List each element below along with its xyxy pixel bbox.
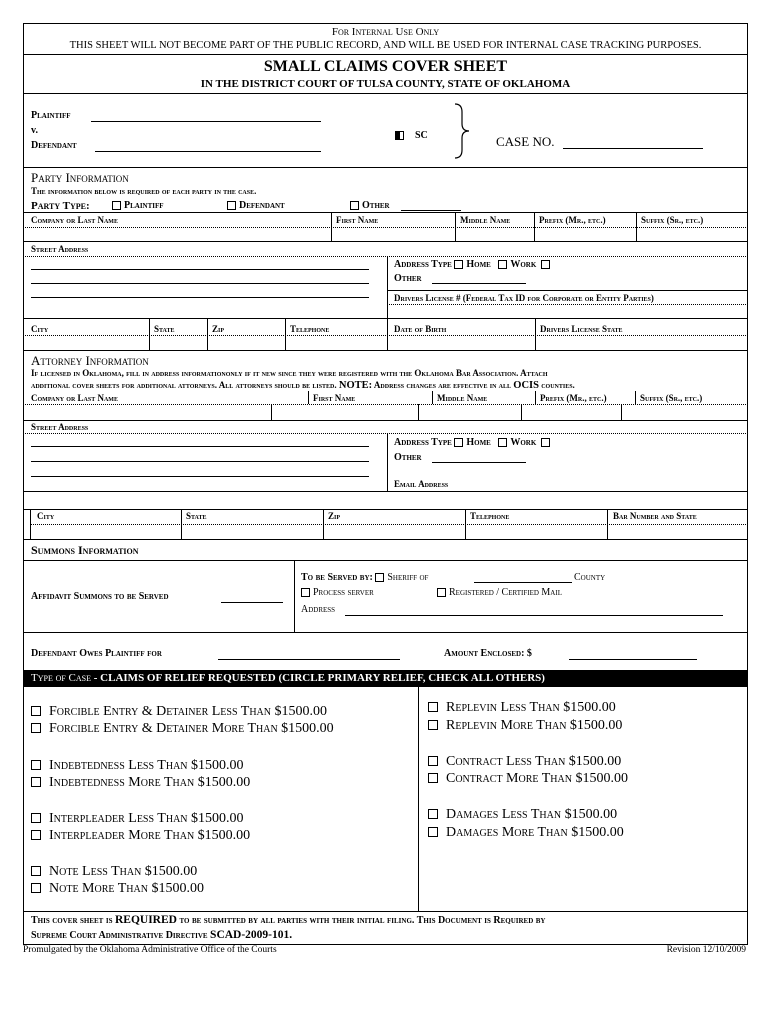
case-type-right-2[interactable]: Contract Less Than $1500.00: [428, 754, 621, 770]
defendant-label: Defendant: [31, 140, 77, 151]
party-other-field[interactable]: [401, 210, 461, 211]
case-type-left-7-checkbox[interactable]: [31, 883, 41, 893]
attorney-state-label: State: [186, 511, 207, 521]
attorney-suffix-label: Suffix (Sr., etc.): [640, 393, 703, 403]
case-type-right-4-checkbox[interactable]: [428, 809, 438, 819]
summons-address-label: Address: [301, 604, 336, 615]
affidavit-label: Affidavit Summons to be Served: [31, 591, 169, 602]
attorney-street-line-3[interactable]: [31, 476, 369, 477]
attorney-city-label: City: [37, 511, 55, 521]
footer-line-2: Supreme Court Administrative Directive SCAD-2009-101.: [31, 929, 293, 941]
footer-line-1: This cover sheet is REQUIRED to be submitted by all parties with their initial filing. This Document is Required by: [31, 914, 546, 926]
case-type-left-6-checkbox[interactable]: [31, 866, 41, 876]
page-title: SMALL CLAIMS COVER SHEET: [263, 58, 508, 75]
case-type-right-1-checkbox[interactable]: [428, 720, 438, 730]
case-type-left-5-checkbox[interactable]: [31, 830, 41, 840]
process-server-checkbox[interactable]: [301, 588, 310, 597]
attorney-address-other-label: Other: [394, 452, 422, 463]
attorney-work-checkbox[interactable]: [498, 438, 507, 447]
court-name: IN THE DISTRICT COURT OF TULSA COUNTY, STATE OF OKLAHOMA: [200, 78, 571, 90]
party-type-plaintiff[interactable]: Plaintiff: [112, 200, 164, 211]
affidavit-field[interactable]: [221, 602, 283, 603]
party-suffix-label: Suffix (Sr., etc.): [641, 215, 704, 225]
other-checkbox[interactable]: [350, 201, 359, 210]
defendant-checkbox[interactable]: [227, 201, 236, 210]
attorney-first-label: First Name: [313, 393, 356, 403]
versus-label: v.: [31, 125, 38, 136]
party-work-checkbox[interactable]: [498, 260, 507, 269]
party-street-line-2[interactable]: [31, 283, 369, 284]
attorney-street-line-1[interactable]: [31, 446, 369, 447]
attorney-street-label: Street Address: [31, 422, 89, 432]
party-middle-label: Middle Name: [460, 215, 511, 225]
form-frame: [23, 23, 748, 945]
sc-label: SC: [415, 130, 428, 141]
attorney-prefix-label: Prefix (Mr., etc.): [540, 393, 607, 403]
party-type-label: Party Type:: [31, 200, 90, 212]
party-address-other-checkbox[interactable]: [541, 260, 550, 269]
case-type-left-2-checkbox[interactable]: [31, 760, 41, 770]
party-dob-label: Date of Birth: [394, 324, 447, 334]
party-address-type: Address Type Home Work: [394, 259, 553, 270]
case-type-bar: [23, 670, 748, 687]
plaintiff-label: Plaintiff: [31, 110, 71, 121]
sheriff-county-field[interactable]: [474, 582, 572, 583]
summons-address-field[interactable]: [345, 615, 723, 616]
case-type-right-3[interactable]: Contract More Than $1500.00: [428, 771, 628, 787]
promulgated-note: Promulgated by the Oklahoma Administrative Office of the Courts: [23, 945, 277, 955]
party-street-label: Street Address: [31, 244, 89, 254]
plaintiff-field[interactable]: [91, 121, 321, 122]
owes-field[interactable]: [218, 659, 400, 660]
attorney-note-line-1: If licensed in Oklahoma, fill in address informationonly if it new since they were registered with the Oklahoma Bar Association. Attach: [31, 368, 548, 378]
county-label: County: [574, 572, 606, 583]
case-type-left-4-checkbox[interactable]: [31, 813, 41, 823]
case-type-left-4[interactable]: Interpleader Less Than $1500.00: [31, 811, 244, 827]
attorney-bar-label: Bar Number and State: [613, 511, 697, 521]
plaintiff-checkbox[interactable]: [112, 201, 121, 210]
party-heading: Party Information: [31, 170, 129, 185]
party-zip-label: Zip: [212, 324, 225, 334]
attorney-address-type: Address Type Home Work: [394, 437, 553, 448]
internal-use-notice: THIS SHEET WILL NOT BECOME PART OF THE PUBLIC RECORD, AND WILL BE USED FOR INTERNAL CASE TRACKING PURPOSES.: [69, 40, 702, 51]
case-type-right-3-checkbox[interactable]: [428, 773, 438, 783]
party-type-defendant[interactable]: Defendant: [227, 200, 285, 211]
party-company-label: Company or Last Name: [31, 215, 118, 225]
registered-mail-option[interactable]: Registered / Certified Mail: [437, 587, 562, 598]
attorney-street-line-2[interactable]: [31, 461, 369, 462]
internal-use-label: For Internal Use Only: [331, 26, 440, 38]
attorney-home-checkbox[interactable]: [454, 438, 463, 447]
attorney-address-other-checkbox[interactable]: [541, 438, 550, 447]
case-type-left-1-checkbox[interactable]: [31, 723, 41, 733]
case-type-left-2[interactable]: Indebtedness Less Than $1500.00: [31, 758, 244, 774]
defendant-field[interactable]: [95, 151, 321, 152]
attorney-note-line-2: additional cover sheets for additional attorneys. All attorneys should be listed. NOTE: Address changes are effective in all OCIS counties.: [31, 380, 575, 391]
brace-icon: [452, 102, 474, 160]
served-by-row: To be Served by: Sheriff of: [301, 572, 429, 583]
attorney-heading: Attorney Information: [31, 353, 149, 368]
process-server-option[interactable]: Process server: [301, 587, 374, 598]
case-type-left-6[interactable]: Note Less Than $1500.00: [31, 864, 197, 880]
case-no-label: CASE NO.: [496, 134, 555, 149]
attorney-address-other-field[interactable]: [432, 462, 526, 463]
attorney-company-label: Company or Last Name: [31, 393, 118, 403]
party-first-label: First Name: [336, 215, 379, 225]
attorney-telephone-label: Telephone: [470, 511, 510, 521]
case-type-right-0[interactable]: Replevin Less Than $1500.00: [428, 700, 616, 716]
attorney-zip-label: Zip: [328, 511, 341, 521]
party-address-other-label: Other: [394, 273, 422, 284]
amount-field[interactable]: [569, 659, 697, 660]
party-telephone-label: Telephone: [290, 324, 330, 334]
attorney-middle-label: Middle Name: [437, 393, 488, 403]
party-address-other-field[interactable]: [432, 283, 526, 284]
summons-heading: Summons Information: [31, 543, 139, 557]
party-dl-state-label: Drivers License State: [540, 324, 623, 334]
case-type-bar-label: Type of Case - CLAIMS OF RELIEF REQUESTED (CIRCLE PRIMARY RELIEF, CHECK ALL OTHERS): [31, 672, 545, 684]
owes-label: Defendant Owes Plaintiff for: [31, 648, 162, 659]
case-type-left-0-checkbox[interactable]: [31, 706, 41, 716]
party-home-checkbox[interactable]: [454, 260, 463, 269]
party-dl-label: Drivers License # (Federal Tax ID for Corporate or Entity Parties): [394, 293, 654, 303]
case-type-left-3[interactable]: Indebtedness More Than $1500.00: [31, 775, 250, 791]
revision-note: Revision 12/10/2009: [666, 945, 746, 955]
amount-label: Amount Enclosed: $: [444, 648, 532, 659]
case-type-left-5[interactable]: Interpleader More Than $1500.00: [31, 828, 250, 844]
party-type-other[interactable]: Other: [350, 200, 390, 211]
sheriff-checkbox[interactable]: [375, 573, 384, 582]
case-no-field[interactable]: [563, 148, 703, 149]
case-type-right-2-checkbox[interactable]: [428, 756, 438, 766]
party-state-label: State: [154, 324, 175, 334]
case-type-left-0[interactable]: Forcible Entry & Detainer Less Than $1500.00: [31, 704, 327, 720]
party-prefix-label: Prefix (Mr., etc.): [539, 215, 606, 225]
case-type-right-4[interactable]: Damages Less Than $1500.00: [428, 807, 617, 823]
case-type-right-5[interactable]: Damages More Than $1500.00: [428, 825, 624, 841]
case-type-right-0-checkbox[interactable]: [428, 702, 438, 712]
sc-checkbox[interactable]: [395, 131, 404, 140]
case-type-left-3-checkbox[interactable]: [31, 777, 41, 787]
party-note: The information below is required of each party in the case.: [31, 186, 257, 196]
attorney-email-label: Email Address: [394, 479, 449, 489]
party-street-line-1[interactable]: [31, 269, 369, 270]
party-street-line-3[interactable]: [31, 297, 369, 298]
case-type-left-7[interactable]: Note More Than $1500.00: [31, 881, 204, 897]
case-type-right-5-checkbox[interactable]: [428, 827, 438, 837]
case-type-right-1[interactable]: Replevin More Than $1500.00: [428, 718, 622, 734]
registered-mail-checkbox[interactable]: [437, 588, 446, 597]
case-type-left-1[interactable]: Forcible Entry & Detainer More Than $1500.00: [31, 721, 334, 737]
party-city-label: City: [31, 324, 49, 334]
